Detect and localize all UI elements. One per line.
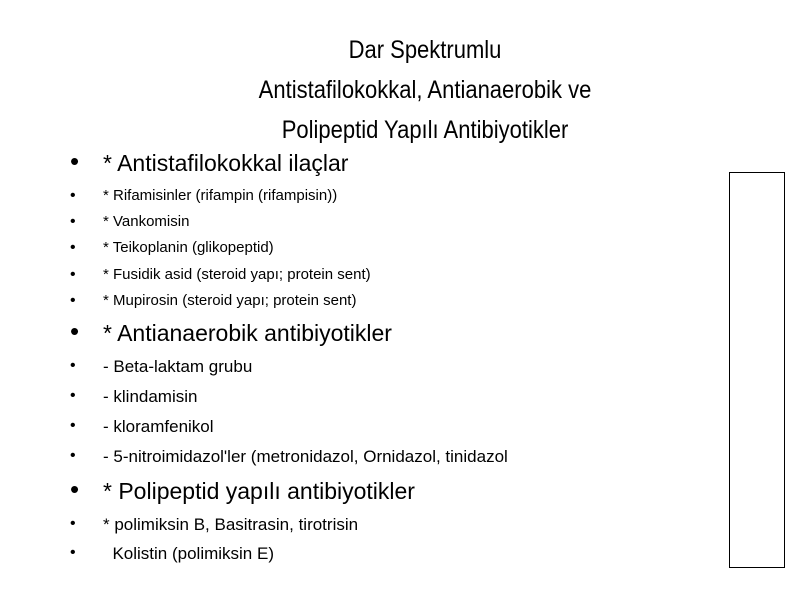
bullet-icon: •	[70, 213, 76, 230]
bullet-icon: •	[70, 146, 80, 176]
bullet-icon: •	[70, 357, 76, 374]
list-item-text: * Fusidik asid (steroid yapı; protein sent)	[103, 266, 371, 283]
bullet-icon: •	[70, 239, 76, 256]
side-box	[729, 172, 785, 568]
bullet-icon: •	[70, 387, 76, 404]
bullet-icon: •	[70, 266, 76, 283]
title-line-2: Antistafilokokkal, Antianaerobik ve	[258, 76, 592, 104]
bullet-icon: •	[70, 417, 76, 434]
bullet-icon: •	[70, 292, 76, 309]
bullet-icon: •	[70, 187, 76, 204]
bullet-icon: •	[70, 544, 76, 561]
list-item-text: * Antianaerobik antibiyotikler	[103, 320, 392, 346]
list-item-text: * Polipeptid yapılı antibiyotikler	[103, 478, 415, 504]
list-item-text: * polimiksin B, Basitrasin, tirotrisin	[103, 515, 359, 534]
list-item-text: * Teikoplanin (glikopeptid)	[103, 239, 274, 256]
list-item-text: - kloramfenikol	[103, 417, 214, 436]
slide-title	[183, 30, 667, 150]
list-item-text: - 5-nitroimidazol'ler (metronidazol, Ornidazol, tinidazol	[103, 447, 508, 466]
title-line-1: Dar Spektrumlu	[348, 36, 502, 64]
bullet-icon: •	[70, 474, 80, 504]
bullet-icon: •	[70, 316, 80, 346]
list-item-text: * Antistafilokokkal ilaçlar	[103, 150, 349, 176]
list-item-text: - Beta-laktam grubu	[103, 357, 253, 376]
list-item-text: Kolistin (polimiksin E)	[103, 544, 274, 563]
title-line-3: Polipeptid Yapılı Antibiyotikler	[281, 116, 569, 144]
list-item-text: * Mupirosin (steroid yapı; protein sent)	[103, 292, 357, 309]
bullet-icon: •	[70, 515, 76, 532]
list-item-text: * Vankomisin	[103, 213, 190, 230]
bullet-icon: •	[70, 447, 76, 464]
list-item-text: * Rifamisinler (rifampin (rifampisin))	[103, 187, 338, 204]
list-item-text: - klindamisin	[103, 387, 198, 406]
